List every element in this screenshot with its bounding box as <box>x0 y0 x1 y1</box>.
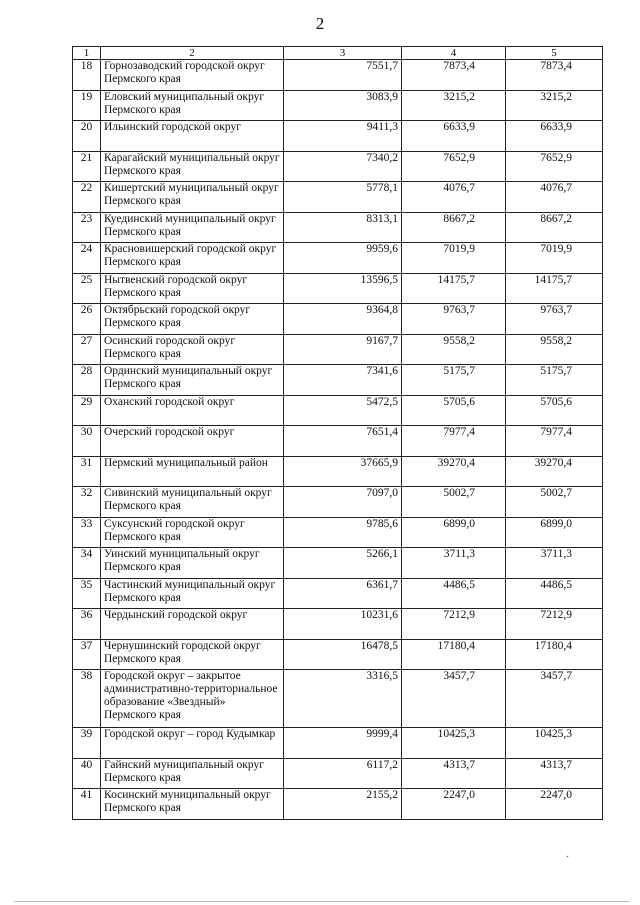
value-col-4: 7652,9 <box>402 151 506 182</box>
value-col-3: 9999,4 <box>284 728 402 759</box>
table-row <box>73 121 603 152</box>
municipality-name: Октябрьский городской округ Пермского края <box>101 304 284 335</box>
value-col-5: 5175,7 <box>506 365 603 396</box>
row-number: 31 <box>73 456 101 487</box>
row-number: 38 <box>73 670 101 728</box>
value-col-4: 14175,7 <box>402 273 506 304</box>
municipality-name: Кишертский муниципальный округ Пермского края <box>101 182 284 213</box>
value-col-3: 37665,9 <box>284 456 402 487</box>
value-col-4: 5705,6 <box>402 395 506 426</box>
value-col-5: 4486,5 <box>506 578 603 609</box>
table-row <box>73 365 603 396</box>
value-col-3: 13596,5 <box>284 273 402 304</box>
value-col-4: 6899,0 <box>402 517 506 548</box>
table-row <box>73 789 603 820</box>
table-row <box>73 670 603 728</box>
municipality-name: Городской округ – закрытое административно-территориальное образование «Звездный» Пермского края <box>101 670 284 728</box>
value-col-5: 9763,7 <box>506 304 603 335</box>
row-number: 25 <box>73 273 101 304</box>
value-col-3: 9364,8 <box>284 304 402 335</box>
value-col-3: 7340,2 <box>284 151 402 182</box>
value-col-3: 6361,7 <box>284 578 402 609</box>
municipality-name: Осинский городской округ Пермского края <box>101 334 284 365</box>
table-row <box>73 639 603 670</box>
value-col-5: 7019,9 <box>506 243 603 274</box>
column-header: 4 <box>402 47 506 60</box>
value-col-4: 9558,2 <box>402 334 506 365</box>
value-col-4: 5175,7 <box>402 365 506 396</box>
municipality-name: Красновишерский городской округ Пермского края <box>101 243 284 274</box>
value-col-3: 7097,0 <box>284 487 402 518</box>
column-header: 2 <box>101 47 284 60</box>
row-number: 34 <box>73 548 101 579</box>
value-col-5: 7212,9 <box>506 609 603 640</box>
value-col-4: 17180,4 <box>402 639 506 670</box>
value-col-3: 5778,1 <box>284 182 402 213</box>
value-col-4: 10425,3 <box>402 728 506 759</box>
municipality-name: Карагайский муниципальный округ Пермского края <box>101 151 284 182</box>
value-col-3: 9785,6 <box>284 517 402 548</box>
value-col-3: 3083,9 <box>284 90 402 121</box>
row-number: 41 <box>73 789 101 820</box>
row-number: 21 <box>73 151 101 182</box>
header-row <box>73 47 603 60</box>
row-number: 27 <box>73 334 101 365</box>
value-col-5: 10425,3 <box>506 728 603 759</box>
table-row <box>73 609 603 640</box>
value-col-3: 9959,6 <box>284 243 402 274</box>
municipality-name: Горнозаводский городской округ Пермского края <box>101 60 284 91</box>
table-row <box>73 273 603 304</box>
table-row <box>73 456 603 487</box>
value-col-5: 7977,4 <box>506 426 603 457</box>
row-number: 19 <box>73 90 101 121</box>
column-header: 3 <box>284 47 402 60</box>
row-number: 24 <box>73 243 101 274</box>
row-number: 32 <box>73 487 101 518</box>
value-col-5: 3711,3 <box>506 548 603 579</box>
municipality-name: Ильинский городской округ <box>101 121 284 152</box>
table-row <box>73 548 603 579</box>
row-number: 18 <box>73 60 101 91</box>
municipality-name: Уинский муниципальный округ Пермского края <box>101 548 284 579</box>
table-row <box>73 182 603 213</box>
table-row <box>73 426 603 457</box>
value-col-4: 7977,4 <box>402 426 506 457</box>
row-number: 26 <box>73 304 101 335</box>
value-col-3: 9167,7 <box>284 334 402 365</box>
row-number: 20 <box>73 121 101 152</box>
municipality-name: Оханский городской округ <box>101 395 284 426</box>
value-col-5: 5705,6 <box>506 395 603 426</box>
value-col-3: 7651,4 <box>284 426 402 457</box>
row-number: 36 <box>73 609 101 640</box>
value-col-3: 2155,2 <box>284 789 402 820</box>
table-row <box>73 304 603 335</box>
table-row <box>73 334 603 365</box>
value-col-4: 4076,7 <box>402 182 506 213</box>
value-col-5: 4313,7 <box>506 758 603 789</box>
page-number: 2 <box>315 14 325 33</box>
value-col-5: 6899,0 <box>506 517 603 548</box>
row-number: 35 <box>73 578 101 609</box>
value-col-3: 6117,2 <box>284 758 402 789</box>
municipality-name: Куединский муниципальный округ Пермского края <box>101 212 284 243</box>
value-col-4: 3711,3 <box>402 548 506 579</box>
municipality-name: Нытвенский городской округ Пермского края <box>101 273 284 304</box>
value-col-5: 2247,0 <box>506 789 603 820</box>
value-col-5: 9558,2 <box>506 334 603 365</box>
row-number: 22 <box>73 182 101 213</box>
value-col-4: 6633,9 <box>402 121 506 152</box>
municipality-name: Косинский муниципальный округ Пермского края <box>101 789 284 820</box>
value-col-3: 16478,5 <box>284 639 402 670</box>
value-col-3: 9411,3 <box>284 121 402 152</box>
value-col-5: 8667,2 <box>506 212 603 243</box>
table-body <box>73 60 603 820</box>
value-col-4: 7873,4 <box>402 60 506 91</box>
value-col-4: 7212,9 <box>402 609 506 640</box>
row-number: 30 <box>73 426 101 457</box>
value-col-3: 5266,1 <box>284 548 402 579</box>
table-row <box>73 728 603 759</box>
value-col-5: 7652,9 <box>506 151 603 182</box>
municipality-name: Городской округ – город Кудымкар <box>101 728 284 759</box>
value-col-3: 7551,7 <box>284 60 402 91</box>
value-col-4: 4486,5 <box>402 578 506 609</box>
row-number: 37 <box>73 639 101 670</box>
value-col-3: 3316,5 <box>284 670 402 728</box>
municipality-name: Чернушинский городской округ Пермского края <box>101 639 284 670</box>
municipality-name: Частинский муниципальный округ Пермского края <box>101 578 284 609</box>
value-col-4: 3215,2 <box>402 90 506 121</box>
table-row <box>73 758 603 789</box>
column-header: 1 <box>73 47 101 60</box>
scan-mark: · <box>566 852 570 863</box>
municipality-name: Еловский муниципальный округ Пермского края <box>101 90 284 121</box>
table-row <box>73 517 603 548</box>
municipality-name: Очерский городской округ <box>101 426 284 457</box>
value-col-3: 7341,6 <box>284 365 402 396</box>
value-col-4: 2247,0 <box>402 789 506 820</box>
value-col-5: 3457,7 <box>506 670 603 728</box>
value-col-4: 3457,7 <box>402 670 506 728</box>
scan-edge-line <box>14 901 629 902</box>
value-col-5: 3215,2 <box>506 90 603 121</box>
row-number: 28 <box>73 365 101 396</box>
table-row <box>73 212 603 243</box>
municipality-name: Гайнский муниципальный округ Пермского края <box>101 758 284 789</box>
table-row <box>73 395 603 426</box>
value-col-3: 8313,1 <box>284 212 402 243</box>
value-col-5: 17180,4 <box>506 639 603 670</box>
municipality-name: Ординский муниципальный округ Пермского края <box>101 365 284 396</box>
value-col-5: 5002,7 <box>506 487 603 518</box>
value-col-5: 7873,4 <box>506 60 603 91</box>
allocation-table <box>72 46 603 820</box>
municipality-name: Пермский муниципальный район <box>101 456 284 487</box>
row-number: 40 <box>73 758 101 789</box>
row-number: 39 <box>73 728 101 759</box>
row-number: 29 <box>73 395 101 426</box>
value-col-3: 10231,6 <box>284 609 402 640</box>
table-row <box>73 578 603 609</box>
value-col-5: 6633,9 <box>506 121 603 152</box>
value-col-4: 4313,7 <box>402 758 506 789</box>
value-col-4: 8667,2 <box>402 212 506 243</box>
table-row <box>73 151 603 182</box>
row-number: 23 <box>73 212 101 243</box>
table-row <box>73 243 603 274</box>
table-row <box>73 487 603 518</box>
value-col-5: 39270,4 <box>506 456 603 487</box>
table-row <box>73 60 603 91</box>
value-col-5: 4076,7 <box>506 182 603 213</box>
row-number: 33 <box>73 517 101 548</box>
municipality-name: Суксунский городской округ Пермского края <box>101 517 284 548</box>
value-col-4: 39270,4 <box>402 456 506 487</box>
value-col-4: 7019,9 <box>402 243 506 274</box>
value-col-3: 5472,5 <box>284 395 402 426</box>
value-col-4: 9763,7 <box>402 304 506 335</box>
municipality-name: Чердынский городской округ <box>101 609 284 640</box>
value-col-4: 5002,7 <box>402 487 506 518</box>
column-header: 5 <box>506 47 603 60</box>
municipality-name: Сивинский муниципальный округ Пермского края <box>101 487 284 518</box>
table-row <box>73 90 603 121</box>
value-col-5: 14175,7 <box>506 273 603 304</box>
